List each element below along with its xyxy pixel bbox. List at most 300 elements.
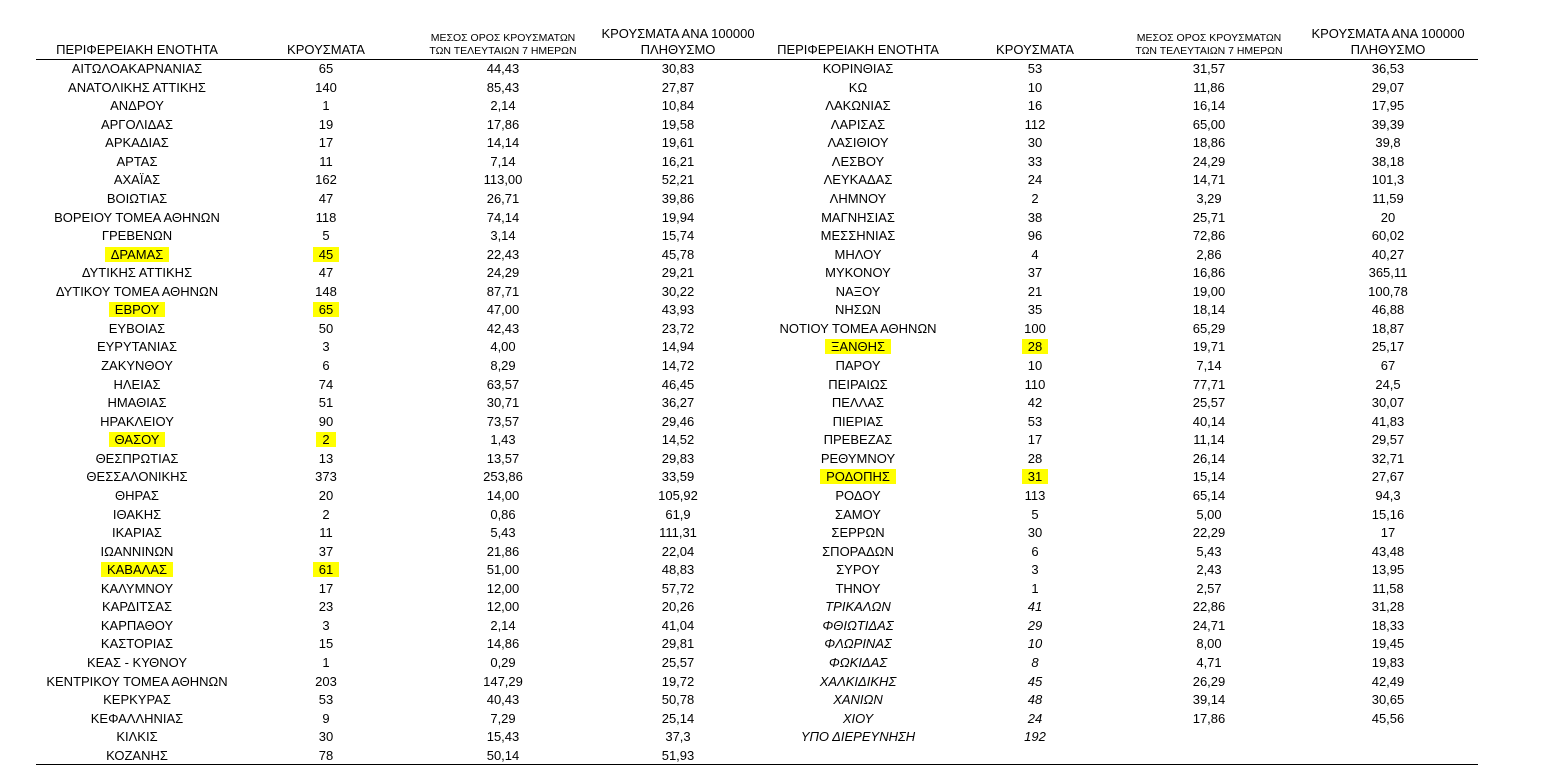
cell-region (36, 728, 238, 747)
cell-per100k (592, 728, 764, 747)
cell-region-text: ΔΥΤΙΚΟΥ ΤΟΜΕΑ ΑΘΗΝΩΝ (55, 283, 219, 299)
cell-avg (1119, 153, 1299, 172)
cell-cases (274, 450, 378, 469)
cell-per100k-text: 37,3 (665, 729, 691, 745)
cell-per100k-text: 10,84 (661, 98, 695, 114)
cell-avg-text: 17,86 (1192, 710, 1226, 726)
cell-region-text: ΠΙΕΡΙΑΣ (832, 413, 884, 429)
table-row (773, 338, 1478, 357)
cell-avg (1119, 431, 1299, 450)
cell-per100k-text: 19,61 (661, 135, 695, 151)
cell-avg-text: 2,14 (490, 98, 516, 114)
table-row (773, 598, 1478, 617)
cell-per100k (1300, 209, 1476, 228)
cell-region-text: ΙΚΑΡΙΑΣ (112, 525, 162, 541)
cell-avg (1119, 190, 1299, 209)
cell-per100k-text: 15,74 (661, 228, 695, 244)
cell-per100k (1300, 543, 1476, 562)
cell-region (36, 617, 238, 636)
cell-cases-text: 11 (319, 525, 333, 541)
cell-avg-text: 12,00 (486, 580, 520, 596)
cell-per100k (1300, 301, 1476, 320)
cell-avg-text: 4,71 (1196, 655, 1222, 670)
cell-per100k-text: 20,26 (661, 599, 695, 615)
cell-cases-text: 45 (1027, 673, 1043, 689)
cell-cases-text: 17 (1027, 432, 1043, 448)
cell-region (773, 116, 943, 135)
cell-avg-text: 74,14 (486, 209, 520, 225)
cell-cases-text: 10 (1027, 79, 1043, 95)
table-row (773, 617, 1478, 636)
cell-region (773, 79, 943, 98)
cell-region (36, 116, 238, 135)
cell-region-text: ΔΡΑΜΑΣ (105, 247, 170, 262)
cell-region (36, 283, 238, 302)
cell-per100k-text: 11,58 (1372, 580, 1404, 596)
table-row (36, 190, 773, 209)
cell-avg-text: 50,14 (486, 747, 520, 763)
cell-per100k-text: 50,78 (661, 692, 695, 708)
cell-cases-text: 112 (1024, 116, 1046, 132)
cell-cases (274, 654, 378, 673)
cell-region (773, 710, 943, 729)
cell-avg (1119, 450, 1299, 469)
cell-per100k (592, 134, 764, 153)
cell-avg (1119, 487, 1299, 506)
cell-avg (418, 171, 588, 190)
cell-region (36, 654, 238, 673)
cell-per100k (592, 338, 764, 357)
cell-per100k (1300, 79, 1476, 98)
cell-avg-text: 25,57 (1192, 395, 1226, 411)
cell-per100k-text: 29,81 (661, 636, 695, 652)
cell-per100k (1300, 524, 1476, 543)
cell-per100k (592, 264, 764, 283)
cell-per100k-text: 41,04 (661, 617, 695, 633)
cell-avg (1119, 357, 1299, 376)
cell-per100k-text: 48,83 (661, 562, 695, 578)
cell-per100k-text: 111,31 (659, 525, 697, 541)
cell-avg-text: 77,71 (1192, 376, 1226, 392)
cell-avg (418, 209, 588, 228)
table-row (773, 97, 1478, 116)
cell-per100k (592, 79, 764, 98)
cell-region-text: ΣΥΡΟΥ (836, 562, 880, 578)
cell-per100k-text: 19,58 (661, 116, 695, 132)
cell-per100k-text: 29,46 (661, 413, 695, 429)
cell-cases-text: 53 (1027, 413, 1043, 429)
cell-per100k-text: 57,72 (661, 580, 695, 596)
cell-avg-text: 63,57 (486, 376, 520, 392)
cell-per100k (1300, 190, 1476, 209)
cell-avg (1119, 691, 1299, 710)
cell-region (36, 320, 238, 339)
cell-region (773, 171, 943, 190)
cell-cases (274, 506, 378, 525)
cell-region-text: ΕΒΡΟΥ (109, 302, 165, 317)
cell-region (36, 710, 238, 729)
cell-region-text: ΦΘΙΩΤΙΔΑΣ (822, 617, 894, 633)
cell-region (773, 654, 943, 673)
header-per100k-line1: ΚΡΟΥΣΜΑΤΑ ΑΝΑ 100000 (1311, 26, 1465, 41)
cell-avg-text: 47,00 (486, 302, 520, 318)
cell-cases (983, 710, 1087, 729)
cell-avg (1119, 301, 1299, 320)
cell-region-text: ΜΥΚΟΝΟΥ (825, 265, 891, 281)
cell-avg-text: 22,43 (486, 246, 520, 262)
cell-region (36, 635, 238, 654)
cell-region-text: ΧΙΟΥ (842, 710, 874, 726)
table-row (773, 654, 1478, 673)
cell-cases (983, 190, 1087, 209)
cell-avg (418, 264, 588, 283)
cell-avg-text: 13,57 (486, 450, 520, 466)
cell-region (773, 413, 943, 432)
cell-per100k-text: 23,72 (661, 320, 695, 336)
cell-per100k (592, 153, 764, 172)
table-row (773, 283, 1478, 302)
cell-region (36, 376, 238, 395)
cell-cases-text: 140 (315, 79, 337, 95)
cell-region-text: ΡΟΔΟΥ (835, 487, 881, 503)
cell-region (773, 617, 943, 636)
cell-region (36, 153, 238, 172)
cell-region (36, 450, 238, 469)
cell-per100k (1300, 246, 1476, 265)
cell-cases (274, 524, 378, 543)
cell-cases-text: 31 (1022, 469, 1048, 484)
cell-cases-text: 29 (1027, 617, 1043, 633)
cell-avg-text: 5,00 (1196, 506, 1222, 522)
cell-cases-text: 373 (315, 469, 337, 485)
cell-region-text: ΣΠΟΡΑΔΩΝ (822, 543, 894, 559)
cell-avg (418, 413, 588, 432)
cell-region (773, 153, 943, 172)
cell-per100k-text: 101,3 (1371, 172, 1405, 188)
cell-cases (983, 598, 1087, 617)
cell-avg-text: 24,29 (1192, 153, 1226, 169)
cell-cases-text: 61 (313, 562, 339, 577)
cell-avg (418, 728, 588, 747)
cell-cases-text: 48 (1027, 692, 1043, 708)
cell-region-text: ΜΗΛΟΥ (834, 246, 882, 262)
table-row (36, 264, 773, 283)
header-per100k (1300, 26, 1476, 58)
cell-avg-text: 65,29 (1192, 320, 1226, 336)
cell-region (36, 79, 238, 98)
cell-region-text: ΑΡΚΑΔΙΑΣ (105, 135, 169, 151)
cell-cases-text: 2 (1031, 190, 1039, 206)
table-row (36, 246, 773, 265)
table-row (36, 357, 773, 376)
cell-cases (983, 171, 1087, 190)
cell-region-text: ΚΩ (848, 79, 868, 95)
cell-avg-text: 42,43 (486, 320, 520, 336)
cell-cases-text: 1 (322, 655, 330, 670)
table-row (773, 673, 1478, 692)
cell-per100k (1300, 561, 1476, 580)
cell-cases (274, 487, 378, 506)
cell-cases (274, 246, 378, 265)
cell-region-text: ΝΗΣΩΝ (835, 302, 881, 318)
cell-cases (274, 468, 378, 487)
cell-per100k (1300, 468, 1476, 487)
cell-cases-text: 100 (1024, 320, 1046, 336)
cell-avg-text: 17,86 (486, 116, 520, 132)
table-row (36, 431, 773, 450)
cell-avg (1119, 673, 1299, 692)
table-row (36, 413, 773, 432)
cell-cases-text: 35 (1027, 302, 1043, 318)
cell-per100k-text: 14,52 (661, 432, 695, 448)
table-row (36, 116, 773, 135)
table-row (773, 79, 1478, 98)
cell-cases (983, 153, 1087, 172)
cell-per100k (1300, 264, 1476, 283)
cell-avg (1119, 654, 1299, 673)
table-row (773, 394, 1478, 413)
cell-cases (983, 431, 1087, 450)
cell-region-text: ΚΙΛΚΙΣ (116, 729, 158, 745)
table-row (36, 209, 773, 228)
cell-per100k-text: 30,22 (661, 283, 695, 299)
table-row (773, 209, 1478, 228)
cell-region-text: ΛΑΡΙΣΑΣ (830, 116, 886, 132)
cell-per100k (592, 357, 764, 376)
cell-cases-text: 23 (318, 599, 334, 615)
cell-region-text: ΦΩΚΙΔΑΣ (828, 655, 888, 670)
cell-region-text: ΜΕΣΣΗΝΙΑΣ (820, 228, 896, 244)
cell-region-text: ΣΑΜΟΥ (835, 506, 881, 522)
cell-cases (983, 264, 1087, 283)
cell-avg (1119, 227, 1299, 246)
cell-avg-text: 18,14 (1192, 302, 1226, 318)
cell-cases (274, 691, 378, 710)
cell-cases-text: 17 (318, 580, 334, 596)
cell-per100k-text: 16,21 (661, 153, 695, 169)
cell-per100k (592, 654, 764, 673)
cell-cases (274, 134, 378, 153)
cell-cases (983, 413, 1087, 432)
cell-cases-text: 9 (322, 710, 330, 726)
header-per100k-line2: ΠΛΗΘΥΣΜΟ (640, 42, 716, 57)
cell-region-text: ΕΥΒΟΙΑΣ (108, 320, 166, 336)
cell-cases (983, 320, 1087, 339)
cell-region-text: ΣΕΡΡΩΝ (831, 525, 885, 541)
cell-avg (418, 97, 588, 116)
cell-avg-text: 8,00 (1196, 636, 1222, 652)
cell-per100k (1300, 617, 1476, 636)
table-bottom-border (36, 764, 1478, 765)
cell-region (36, 394, 238, 413)
table-row (36, 506, 773, 525)
table-row (773, 60, 1478, 79)
table-row (773, 450, 1478, 469)
cell-avg (1119, 116, 1299, 135)
cell-avg-text: 253,86 (483, 469, 523, 485)
cell-per100k (1300, 338, 1476, 357)
table-row (36, 543, 773, 562)
header-cases: ΚΡΟΥΣΜΑΤΑ (996, 42, 1074, 57)
cell-cases-text: 74 (318, 376, 334, 392)
header-region: ΠΕΡΙΦΕΡΕΙΑΚΗ ΕΝΟΤΗΤΑ (56, 42, 218, 57)
cell-cases-text: 1 (1031, 580, 1039, 596)
cell-region-text: ΚΑΣΤΟΡΙΑΣ (100, 636, 174, 652)
cell-avg (1119, 580, 1299, 599)
table-row (773, 301, 1478, 320)
cell-region-text: ΙΘΑΚΗΣ (112, 506, 162, 522)
cell-region (36, 431, 238, 450)
cell-cases-text: 2 (322, 506, 330, 522)
cell-avg (1119, 561, 1299, 580)
cell-avg-text: 51,00 (486, 562, 520, 578)
cell-per100k (1300, 357, 1476, 376)
cell-region (36, 506, 238, 525)
cell-per100k (592, 506, 764, 525)
cell-region-text: ΑΧΑΪΑΣ (113, 172, 161, 188)
header-avg-line2: ΤΩΝ ΤΕΛΕΥΤΑΙΩΝ 7 ΗΜΕΡΩΝ (429, 45, 577, 57)
table-row (773, 116, 1478, 135)
cell-avg-text: 31,57 (1192, 61, 1226, 76)
cell-cases-text: 53 (318, 692, 334, 708)
cell-avg-text: 12,00 (486, 599, 520, 615)
cell-avg-text: 40,14 (1192, 413, 1226, 429)
cell-cases-text: 20 (318, 487, 334, 503)
cell-avg (418, 79, 588, 98)
cell-per100k (592, 580, 764, 599)
cell-per100k-text: 19,94 (661, 209, 695, 225)
table-row (36, 598, 773, 617)
cell-per100k-text: 17,95 (1371, 98, 1405, 114)
cell-region-text: ΛΕΥΚΑΔΑΣ (823, 172, 893, 188)
table-row (36, 747, 773, 766)
cell-cases-text: 8 (1031, 655, 1039, 670)
table-row (773, 561, 1478, 580)
cell-avg (418, 283, 588, 302)
cell-avg-text: 5,43 (490, 525, 516, 541)
cell-avg-text: 15,14 (1192, 469, 1226, 485)
cell-region (36, 543, 238, 562)
cell-region (36, 134, 238, 153)
cell-cases-text: 19 (318, 116, 334, 132)
cell-avg (418, 357, 588, 376)
cell-per100k-text: 39,8 (1375, 135, 1401, 151)
cell-avg-text: 2,86 (1196, 246, 1222, 262)
cell-region (773, 580, 943, 599)
cell-region-text: ΠΑΡΟΥ (835, 358, 881, 373)
cell-cases (274, 79, 378, 98)
cell-cases (983, 338, 1087, 357)
cell-avg-text: 30,71 (486, 395, 520, 411)
cell-region (773, 246, 943, 265)
cell-avg (418, 190, 588, 209)
table-row (36, 60, 773, 79)
cell-region (773, 468, 943, 487)
cell-avg (1119, 524, 1299, 543)
cell-per100k-text: 36,27 (661, 395, 695, 411)
cell-cases (274, 153, 378, 172)
cell-per100k-text: 100,78 (1368, 283, 1408, 299)
cell-per100k (1300, 394, 1476, 413)
cell-avg (418, 246, 588, 265)
cell-avg (418, 487, 588, 506)
cell-avg-text: 85,43 (486, 79, 520, 95)
cell-cases-text: 53 (1027, 61, 1043, 76)
cell-cases (274, 60, 378, 79)
cell-avg (418, 691, 588, 710)
cell-region (36, 691, 238, 710)
cell-per100k (592, 209, 764, 228)
cell-per100k (592, 301, 764, 320)
cell-per100k-text: 18,87 (1371, 320, 1405, 336)
cell-avg-text: 19,71 (1192, 339, 1226, 355)
cell-cases-text: 5 (1031, 506, 1039, 522)
cell-region-text: ΚΕΑΣ - ΚΥΘΝΟΥ (86, 655, 188, 670)
cell-region (773, 283, 943, 302)
table-row (36, 691, 773, 710)
cell-region (36, 524, 238, 543)
cell-per100k-text: 67 (1380, 358, 1396, 373)
cell-avg (418, 506, 588, 525)
cell-per100k (592, 227, 764, 246)
cell-per100k (1300, 431, 1476, 450)
cell-cases (274, 635, 378, 654)
cell-cases-text: 47 (318, 265, 334, 281)
cell-per100k-text: 11,59 (1372, 190, 1404, 206)
cell-cases (274, 171, 378, 190)
table-row (773, 524, 1478, 543)
cell-avg (418, 673, 588, 692)
cell-avg (418, 394, 588, 413)
cell-cases-text: 148 (315, 283, 337, 299)
cell-region-text: ΚΟΡΙΝΘΙΑΣ (822, 61, 894, 76)
cell-avg (1119, 468, 1299, 487)
cell-region-text: ΒΟΡΕΙΟΥ ΤΟΜΕΑ ΑΘΗΝΩΝ (54, 209, 220, 225)
cell-cases-text: 41 (1027, 599, 1043, 615)
table-row (773, 635, 1478, 654)
cell-region (773, 190, 943, 209)
cell-cases (274, 710, 378, 729)
cell-cases (983, 487, 1087, 506)
cell-avg-text: 40,43 (486, 692, 520, 708)
cell-cases-text: 162 (315, 172, 337, 188)
cell-per100k (592, 320, 764, 339)
cell-region-text: ΚΑΡΠΑΘΟΥ (100, 617, 174, 633)
cell-per100k (1300, 60, 1476, 79)
cell-per100k (592, 246, 764, 265)
cell-cases-text: 96 (1027, 228, 1043, 244)
cell-region (36, 246, 238, 265)
header-region: ΠΕΡΙΦΕΡΕΙΑΚΗ ΕΝΟΤΗΤΑ (777, 42, 939, 57)
cell-per100k-text: 27,67 (1371, 469, 1405, 485)
cell-per100k-text: 42,49 (1371, 673, 1405, 689)
cell-per100k-text: 51,93 (661, 747, 695, 763)
cell-cases (983, 357, 1087, 376)
cell-cases-text: 30 (1027, 525, 1043, 541)
table-row (36, 635, 773, 654)
cell-cases-text: 65 (313, 302, 339, 317)
cell-per100k (1300, 227, 1476, 246)
cell-region-text: ΙΩΑΝΝΙΝΩΝ (100, 543, 174, 559)
cell-cases (274, 543, 378, 562)
cell-avg (1119, 598, 1299, 617)
cell-avg (1119, 60, 1299, 79)
cell-avg (418, 450, 588, 469)
cell-cases (274, 320, 378, 339)
cell-avg-text: 2,57 (1196, 580, 1222, 596)
cell-per100k-text: 20 (1380, 209, 1396, 225)
cell-per100k (1300, 450, 1476, 469)
